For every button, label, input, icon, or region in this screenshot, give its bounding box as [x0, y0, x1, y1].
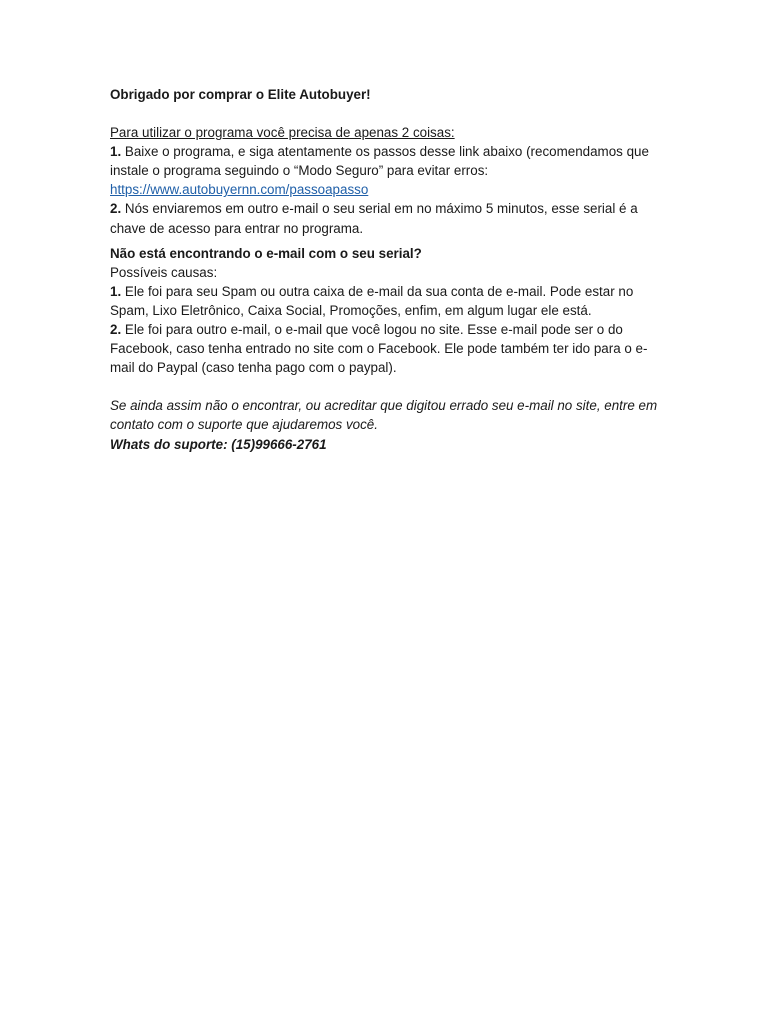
step-2: [110, 199, 670, 237]
cause-1: [110, 282, 670, 320]
cause-2-text: Ele foi para outro e-mail, o e-mail que você logou no site. Esse e-mail pode ser o do Facebook, caso tenha entrado no site com o Facebook. Ele pode também ter ido para o e-mail do Paypal (caso tenha pago com o paypal).: [110, 322, 648, 376]
passoapasso-link[interactable]: https://www.autobuyernn.com/passoapasso: [110, 182, 369, 198]
cause-1-text: Ele foi para seu Spam ou outra caixa de e-mail da sua conta de e-mail. Pode estar no Spam, Lixo Eletrônico, Caixa Social, Promoções, enfim, em algum lugar ele está.: [110, 283, 634, 318]
section1-heading: Para utilizar o programa você precisa de apenas 2 coisas:: [110, 125, 455, 141]
link-line: [110, 180, 670, 199]
cause-1-number: 1.: [110, 283, 122, 299]
causes-label: Possíveis causas:: [110, 264, 218, 280]
support-note: Se ainda assim não o encontrar, ou acreditar que digitou errado seu e-mail no site, entre em contato com o suporte que ajudaremos você.: [110, 398, 658, 433]
step-2-text: Nós enviaremos em outro e-mail o seu serial em no máximo 5 minutos, esse serial é a chave de acesso para entrar no programa.: [110, 201, 638, 236]
step-1-number: 1.: [110, 144, 122, 160]
support-whatsapp: Whats do suporte: (15)99666-2761: [110, 436, 327, 452]
step-2-number: 2.: [110, 201, 122, 217]
spacer: [110, 104, 670, 123]
step-1-text: Baixe o programa, e siga atentamente os passos desse link abaixo (recomendamos que instale o programa seguindo o “Modo Seguro” para evitar erros:: [110, 144, 649, 179]
section2-heading: Não está encontrando o e-mail com o seu serial?: [110, 245, 422, 261]
document-title: Obrigado por comprar o Elite Autobuyer!: [110, 87, 371, 102]
spacer: [110, 377, 670, 396]
cause-2: [110, 320, 670, 377]
step-1: [110, 142, 670, 180]
document-page: [110, 85, 670, 454]
cause-2-number: 2.: [110, 322, 122, 338]
